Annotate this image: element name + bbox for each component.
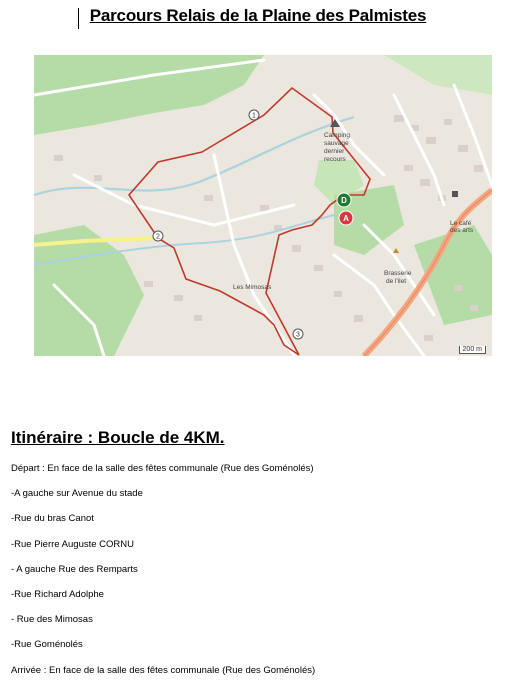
map-canvas [34,55,492,356]
waypoint-3[interactable] [293,329,303,339]
label-brasserie: Brasserie [384,270,412,277]
itinerary-step: -Rue Pierre Auguste CORNU [11,538,135,550]
map-scale: 200 m [459,346,486,354]
itinerary-step: -Rue Richard Adolphe [11,588,104,600]
waypoint-3-label: 3 [296,331,300,339]
depart-marker[interactable] [337,193,351,207]
label-lilet: de l'ilet [386,278,407,285]
depart-marker-label: D [341,196,347,205]
arrivee-marker-label: A [343,214,349,223]
label-recours: recours [324,156,346,163]
waypoint-1[interactable] [249,110,259,120]
waypoint-1-label: 1 [252,112,256,120]
waypoint-2-label: 2 [156,233,160,241]
itinerary-step: - A gauche Rue des Remparts [11,563,138,575]
waypoint-2[interactable] [153,231,163,241]
itinerary-step: Départ : En face de la salle des fêtes communale (Rue des Goménolés) [11,463,314,474]
itinerary-steps [11,462,506,689]
itinerary-heading: Itinéraire : Boucle de 4KM. [11,428,225,447]
label-dernier: dernier [324,148,345,155]
label-camping: Camping [324,132,351,139]
itinerary-step: -Rue du bras Canot [11,513,94,525]
itinerary-step: -A gauche sur Avenue du stade [11,488,143,500]
arrivee-marker[interactable] [339,211,353,225]
itinerary-step: Arrivée : En face de la salle des fêtes communale (Rue des Goménolés) [11,664,316,676]
text-cursor [78,8,79,29]
page-title-text: Parcours Relais de la Plaine des Palmistes [89,6,427,25]
itinerary-step: - Rue des Mimosas [11,614,93,626]
label-mimosas: Les Mimosas [233,284,272,291]
cafe-icon [452,191,458,197]
itinerary-step: -Rue Goménolés [11,639,83,651]
label-sauvage: sauvage [324,140,349,147]
label-cafe-1: Le café [450,220,472,227]
label-cafe-2: des arts [450,227,474,234]
route-map[interactable] [34,55,492,356]
